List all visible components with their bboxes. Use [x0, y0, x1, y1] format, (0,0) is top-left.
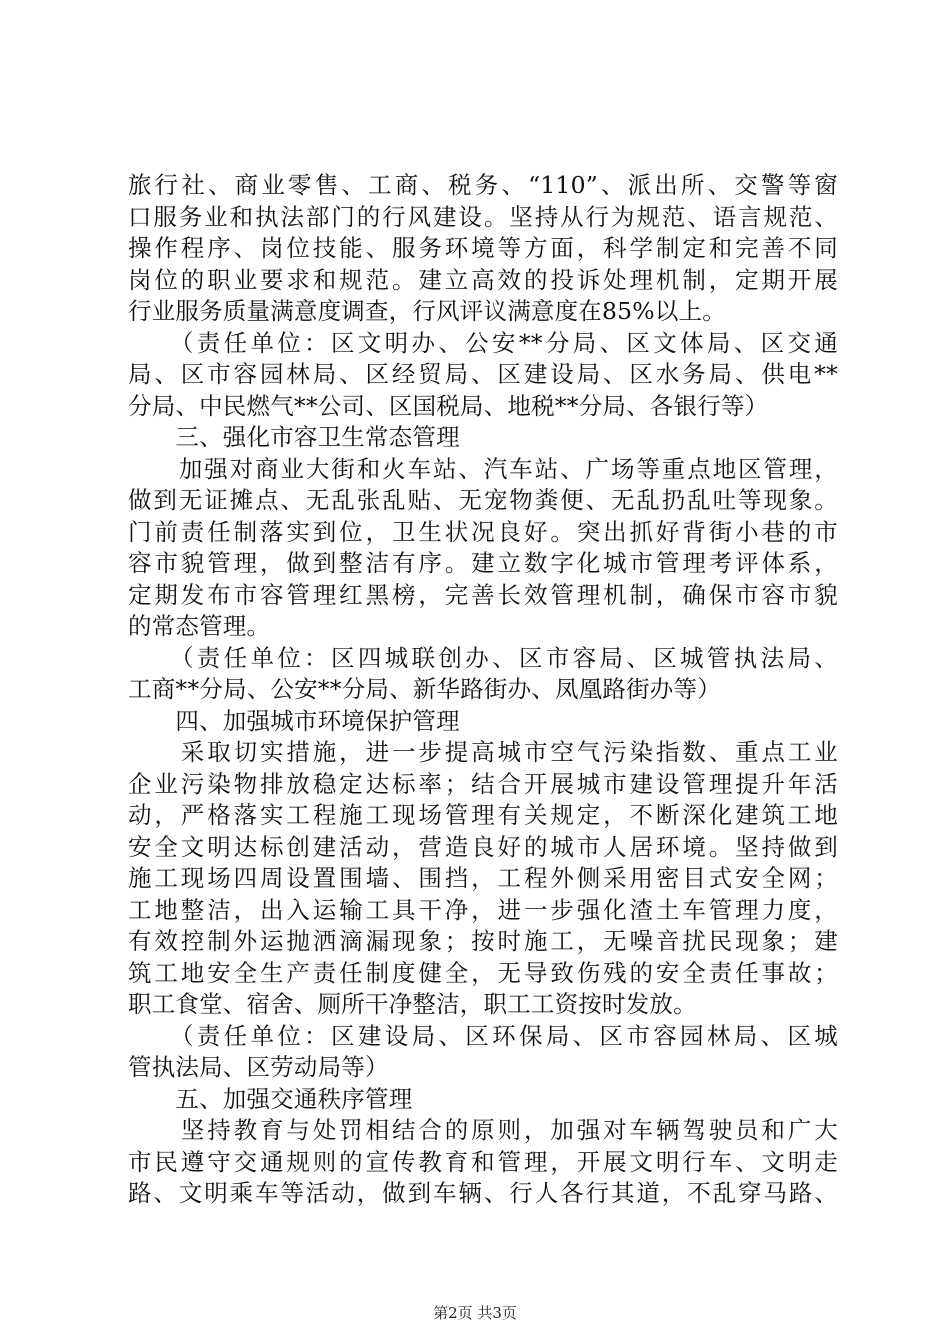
text-line: 工地整洁，出入运输工具干净，进一步强化渣土车管理力度， [128, 895, 838, 924]
text-line: 坚持教育与处罚相结合的原则，加强对车辆驾驶员和广大 [128, 1116, 838, 1144]
text-line: 岗位的职业要求和规范。建立高效的投诉处理机制，定期开展 [128, 265, 838, 294]
text-line: 路、文明乘车等活动，做到车辆、行人各行其道，不乱穿马路、 [128, 1179, 838, 1207]
text-line: 旅行社、商业零售、工商、税务、“110”、派出所、交警等窗 [128, 171, 838, 199]
text-line: 行业服务质量满意度调查，行风评议满意度在85%以上。 [128, 297, 726, 325]
text-line: 采取切实措施，进一步提高城市空气污染指数、重点工业 [128, 738, 838, 766]
text-line: 管执法局、区劳动局等） [128, 1053, 389, 1081]
text-line: 门前责任制落实到位，卫生状况良好。突出抓好背街小巷的市 [128, 517, 838, 546]
text-line: 操作程序、岗位技能、服务环境等方面，科学制定和完善不同 [128, 234, 838, 262]
text-line: 容市貌管理，做到整洁有序。建立数字化城市管理考评体系， [128, 549, 838, 577]
text-line: 的常态管理。 [128, 612, 271, 640]
text-line: 三、强化市容卫生常态管理 [128, 423, 460, 451]
text-line: （责任单位：区四城联创办、区市容局、区城管执法局、 [128, 643, 838, 672]
document-body [128, 170, 838, 1210]
text-line: 筑工地安全生产责任制度健全，无导致伤残的安全责任事故； [128, 958, 838, 987]
text-line: 分局、中民燃气**公司、区国税局、地税**分局、各银行等） [128, 391, 769, 420]
text-line: 口服务业和执法部门的行风建设。坚持从行为规范、语言规范、 [128, 202, 838, 231]
text-line: 局、区市容园林局、区经贸局、区建设局、区水务局、供电** [128, 360, 838, 388]
text-line: （责任单位：区建设局、区环保局、区市容园林局、区城 [128, 1021, 838, 1050]
text-line: 五、加强交通秩序管理 [128, 1084, 413, 1113]
text-line: 做到无证摊点、无乱张乱贴、无宠物粪便、无乱扔乱吐等现象。 [128, 486, 838, 514]
text-line: （责任单位：区文明办、公安**分局、区文体局、区交通 [128, 328, 838, 357]
text-line: 四、加强城市环境保护管理 [128, 706, 460, 735]
page-footer: 第2页 共3页 [433, 1304, 517, 1322]
text-line: 有效控制外运抛洒滴漏现象；按时施工，无噪音扰民现象；建 [128, 927, 838, 955]
text-line: 施工现场四周设置围墙、围挡，工程外侧采用密目式安全网； [128, 864, 838, 892]
text-line: 定期发布市容管理红黑榜，完善长效管理机制，确保市容市貌 [128, 580, 838, 609]
text-line: 工商**分局、公安**分局、新华路街办、凤凰路街办等） [128, 675, 721, 703]
text-line: 市民遵守交通规则的宣传教育和管理，开展文明行车、文明走 [128, 1147, 838, 1176]
text-line: 加强对商业大街和火车站、汽车站、广场等重点地区管理， [128, 454, 838, 483]
text-line: 动，严格落实工程施工现场管理有关规定，不断深化建筑工地 [128, 801, 838, 829]
text-line: 职工食堂、宿舍、厕所干净整洁，职工工资按时发放。 [128, 990, 697, 1018]
text-line: 安全文明达标创建活动，营造良好的城市人居环境。坚持做到 [128, 832, 838, 861]
text-line: 企业污染物排放稳定达标率；结合开展城市建设管理提升年活 [128, 769, 838, 798]
